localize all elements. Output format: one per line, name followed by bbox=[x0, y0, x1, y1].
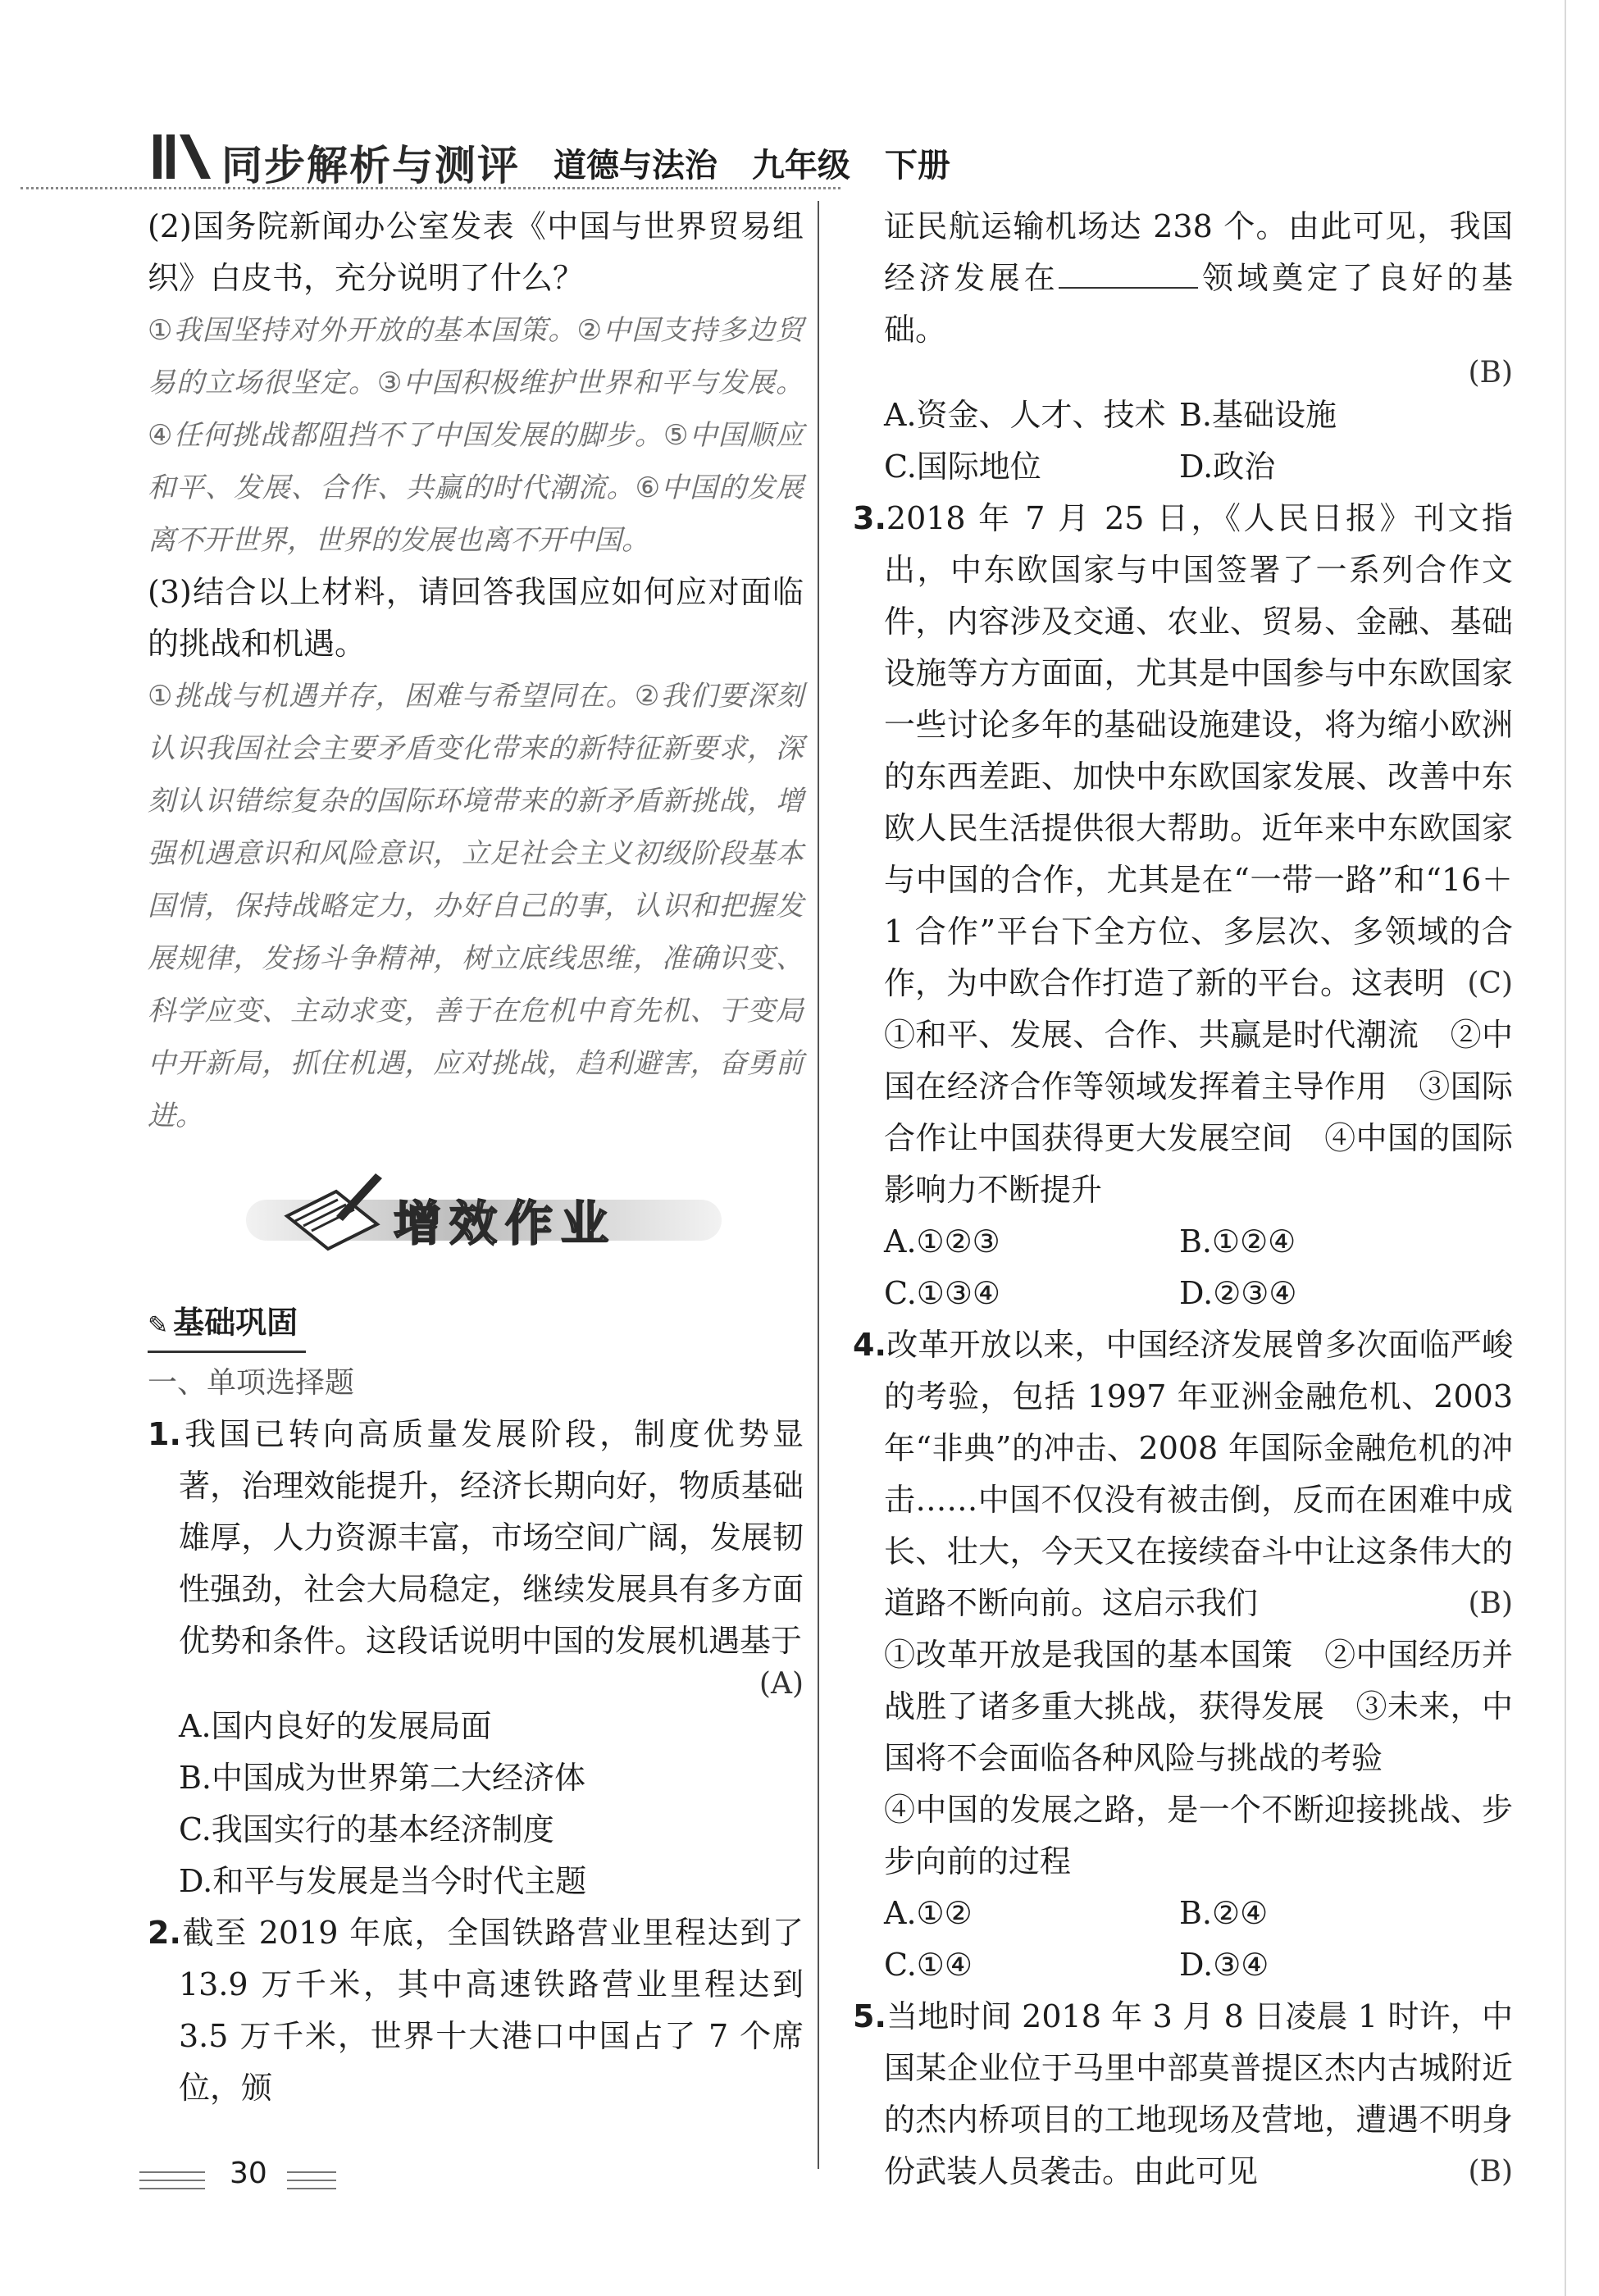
question-4-number: 4. bbox=[853, 1327, 886, 1363]
question-3-statements: ①和平、发展、合作、共赢是时代潮流 ②中国在经济合作等领域发挥着主导作用 ③国际合作让中国获得更大发展空间 ④中国的国际影响力不断提升 bbox=[884, 1017, 1513, 1208]
book-logo-icon bbox=[152, 131, 213, 182]
question-2-stem: 截至 2019 年底，全国铁路营业里程达到了 13.9 万千米，其中高速铁路营业里程达到 3.5 万千米，世界十大港口中国占了 7 个席位，颁 bbox=[179, 1915, 804, 2106]
question-3-option-a: A.①②③ bbox=[884, 1223, 1000, 1260]
question-2-option-d: D.政治 bbox=[1179, 449, 1276, 485]
question-4-option-b: B.②④ bbox=[1179, 1895, 1269, 1931]
right-column bbox=[853, 201, 1513, 2198]
page-header bbox=[152, 123, 972, 189]
question-2-options-row-1 bbox=[853, 390, 1513, 441]
question-3-options-row-1 bbox=[853, 1216, 1513, 1268]
section-title-text: 基础巩固 bbox=[173, 1305, 298, 1341]
question-4-option-c: C.①④ bbox=[884, 1947, 973, 1983]
subject-label: 道德与法治 bbox=[554, 147, 718, 184]
question-2-option-a: A.资金、人才、技术 bbox=[884, 397, 1166, 433]
subsection-title: 一、单项选择题 bbox=[148, 1366, 355, 1400]
footer-rule bbox=[287, 2180, 336, 2181]
question-4-option-d: D.③④ bbox=[1179, 1947, 1269, 1983]
question-4-statements-a: ①改革开放是我国的基本国策 ②中国经历并战胜了诸多重大挑战，获得发展 ③未来，中国将不会面临各种风险与挑战的考验 bbox=[884, 1637, 1513, 1776]
question-2-option-c: C.国际地位 bbox=[884, 449, 1041, 485]
question-4-options-row-1 bbox=[853, 1888, 1513, 1939]
question-1-number: 1. bbox=[148, 1416, 181, 1452]
question-3-number: 3. bbox=[853, 500, 886, 536]
footer-rule bbox=[139, 2180, 205, 2181]
question-3-prompt: (3)结合以上材料，请回答我国应如何应对面临的挑战和机遇。 bbox=[148, 574, 804, 662]
question-2-cont-text-after: 领域奠定了良好的基础。 bbox=[884, 260, 1513, 348]
question-3-option-b: B.①②④ bbox=[1179, 1223, 1296, 1260]
banner-title: 增效作业 bbox=[394, 1196, 617, 1251]
question-4 bbox=[853, 1319, 1513, 1991]
question-3-option-c: C.①③④ bbox=[884, 1275, 1000, 1311]
question-4-options-row-2 bbox=[853, 1939, 1513, 1991]
question-2-continued bbox=[853, 201, 1513, 493]
question-4-stem: 改革开放以来，中国经济发展曾多次面临严峻的考验，包括 1997 年亚洲金融危机、2003 年“非典”的冲击、2008 年国际金融危机的冲击……中国不仅没有被击倒，反而在困难中成长、壮大，今天又在接续奋斗中让这条伟大的道路不断向前。这启示我们 bbox=[884, 1327, 1513, 1621]
question-5-number: 5. bbox=[853, 1998, 886, 2034]
question-1-option-d: D.和平与发展是当今时代主题 bbox=[179, 1863, 587, 1899]
question-3-option-d: D.②③④ bbox=[1179, 1275, 1297, 1311]
footer-rule bbox=[139, 2171, 205, 2173]
question-1-answer: (A) bbox=[758, 1667, 804, 1701]
question-2-options-row-2 bbox=[853, 441, 1513, 493]
answer-blank bbox=[1059, 259, 1198, 289]
left-column bbox=[148, 201, 804, 2114]
question-2-prompt: (2)国务院新闻办公室发表《中国与世界贸易组织》白皮书，充分说明了什么？ bbox=[148, 208, 804, 296]
page-edge-shadow bbox=[1565, 0, 1566, 2296]
homework-banner bbox=[148, 1167, 804, 1265]
question-2-answer: (B) bbox=[1468, 356, 1513, 390]
page-footer bbox=[139, 2157, 385, 2206]
question-3 bbox=[853, 493, 1513, 1319]
question-1-option-c: C.我国实行的基本经济制度 bbox=[179, 1811, 554, 1847]
page-number: 30 bbox=[230, 2157, 267, 2190]
question-4-statements-b: ④中国的发展之路，是一个不断迎接挑战、步步向前的过程 bbox=[884, 1792, 1513, 1879]
footer-rule bbox=[139, 2188, 205, 2189]
question-3-options-row-2 bbox=[853, 1268, 1513, 1319]
section-marker-icon: ✎ bbox=[148, 1311, 169, 1340]
answer-3: ①挑战与机遇并存，困难与希望同在。②我们要深刻认识我国社会主要矛盾变化带来的新特征新要求，深刻认识错综复杂的国际环境带来的新矛盾新挑战，增强机遇意识和风险意识，立足社会主义初级阶段基本国情，保持战略定力，办好自己的事，认识和把握发展规律，发扬斗争精神，树立底线思维，准确识变、科学应变、主动求变，善于在危机中育先机、于变局中开新局，抓住机遇，应对挑战，趋利避害，奋勇前进。 bbox=[148, 680, 804, 1132]
question-5-stem: 当地时间 2018 年 3 月 8 日凌晨 1 时许，中国某企业位于马里中部莫普提区杰内古城附近的杰内桥项目的工地现场及营地，遭遇不明身份武装人员袭击。由此可见 bbox=[884, 1998, 1513, 2189]
header-subject-line bbox=[554, 139, 973, 186]
column-divider bbox=[818, 201, 819, 2169]
book-title: 同步解析与测评 bbox=[221, 142, 520, 189]
question-4-option-a: A.①② bbox=[884, 1895, 973, 1931]
section-title bbox=[148, 1298, 306, 1353]
footer-rule bbox=[287, 2188, 336, 2189]
notebook-pen-icon bbox=[279, 1167, 385, 1257]
question-4-answer: (B) bbox=[1468, 1587, 1513, 1620]
footer-rule bbox=[287, 2171, 336, 2173]
question-2 bbox=[148, 1907, 804, 2114]
question-3-answer: (C) bbox=[1467, 967, 1513, 1000]
question-1 bbox=[148, 1409, 804, 1907]
question-5 bbox=[853, 1991, 1513, 2198]
grade-label: 九年级 bbox=[751, 147, 850, 184]
question-2-number: 2. bbox=[148, 1915, 181, 1951]
answer-2: ①我国坚持对外开放的基本国策。②中国支持多边贸易的立场很坚定。③中国积极维护世界和平与发展。④任何挑战都阻挡不了中国发展的脚步。⑤中国顺应和平、发展、合作、共赢的时代潮流。⑥中国的发展离不开世界，世界的发展也离不开中国。 bbox=[148, 314, 804, 557]
question-5-answer: (B) bbox=[1468, 2155, 1513, 2189]
question-1-option-a: A.国内良好的发展局面 bbox=[179, 1708, 492, 1744]
volume-label: 下册 bbox=[884, 147, 950, 184]
question-2-cont-text: 证民航运输机场达 238 个。由此可见，我国经济发展在 bbox=[884, 208, 1513, 296]
question-2-option-b: B.基础设施 bbox=[1179, 397, 1337, 433]
question-1-stem: 我国已转向高质量发展阶段，制度优势显著，治理效能提升，经济长期向好，物质基础雄厚，人力资源丰富，市场空间广阔，发展韧性强劲，社会大局稳定，继续发展具有多方面优势和条件。这段话说明中国的发展机遇基于 bbox=[179, 1416, 804, 1659]
question-1-option-b: B.中国成为世界第二大经济体 bbox=[179, 1760, 586, 1796]
header-divider bbox=[20, 187, 840, 189]
question-3-stem: 2018 年 7 月 25 日，《人民日报》刊文指出，中东欧国家与中国签署了一系列合作文件，内容涉及交通、农业、贸易、金融、基础设施等方方面面，尤其是中国参与中东欧国家一些讨论多年的基础设施建设，将为缩小欧洲的东西差距、加快中东欧国家发展、改善中东欧人民生活提供很大帮助。近年来中东欧国家与中国的合作，尤其是在“一带一路”和“16＋1 合作”平台下全方位、多层次、多领域的合作，为中欧合作打造了新的平台。这表明 bbox=[884, 500, 1513, 1001]
